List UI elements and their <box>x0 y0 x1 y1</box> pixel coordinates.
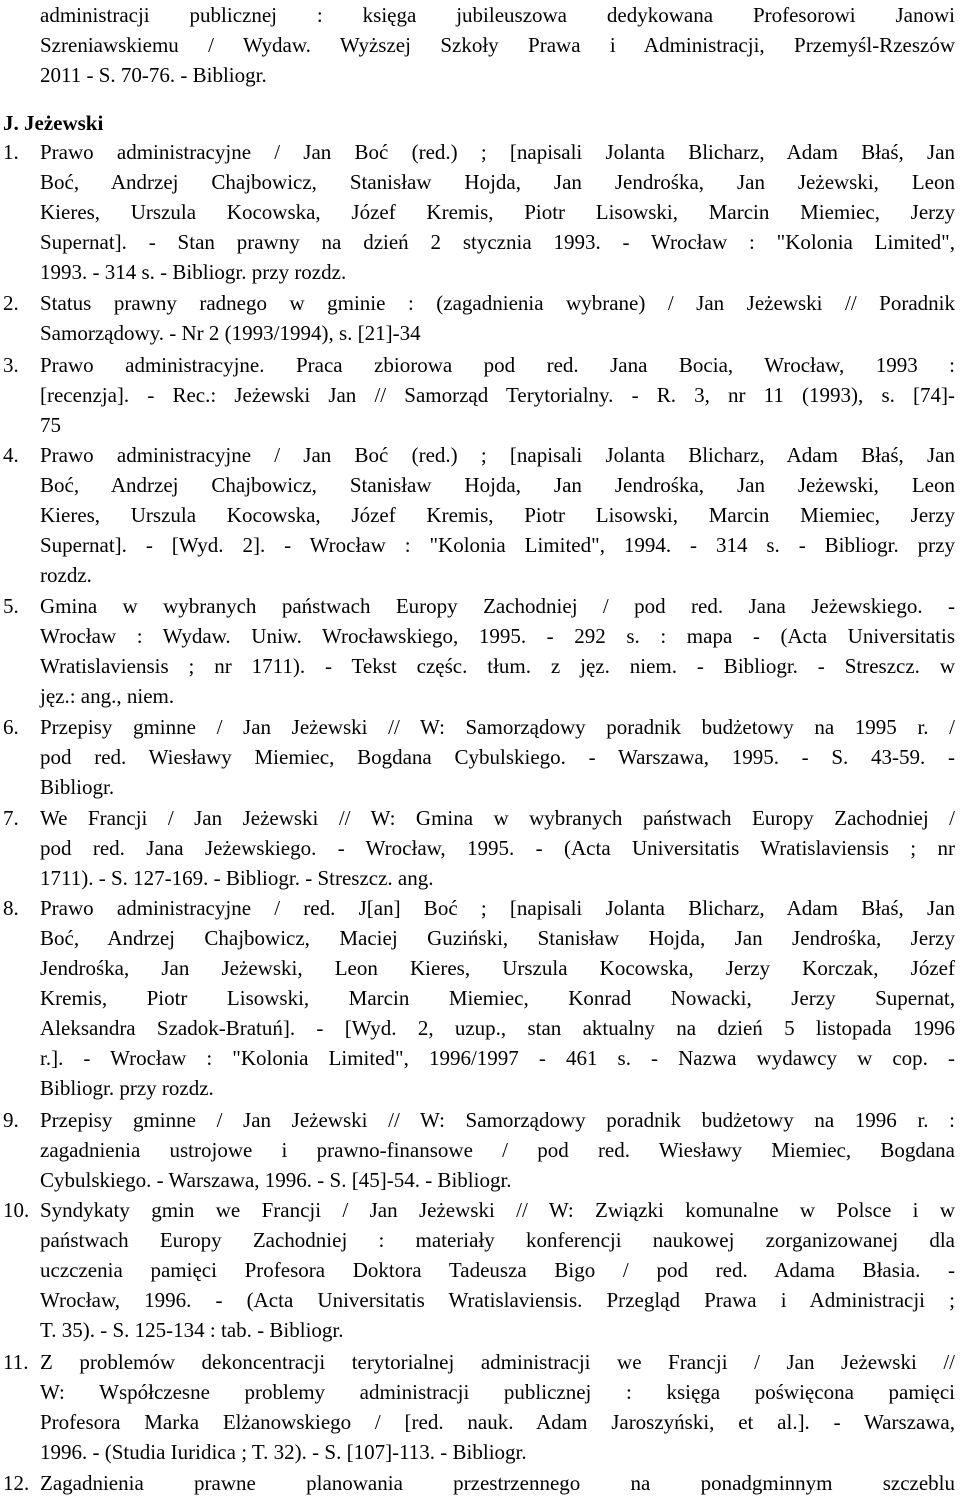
entry-line: Zagadnienia prawne planowania przestrzennego na ponadgminnym szczeblu <box>40 1471 955 1495</box>
entry-line: Kieres, Urszula Kocowska, Józef Kremis, Piotr Lisowski, Marcin Miemiec, Jerzy <box>40 503 955 527</box>
entry-line: T. 35). - S. 125-134 : tab. - Bibliogr. <box>40 1318 344 1342</box>
entry-line: Status prawny radnego w gminie : (zagadnienia wybrane) / Jan Jeżewski // Poradnik <box>40 291 955 315</box>
entry-line: Profesora Marka Elżanowskiego / [red. nauk. Adam Jaroszyński, et al.]. - Warszawa, <box>40 1410 955 1434</box>
entry-number: 2. <box>3 291 19 315</box>
entry-line: 1993. - 314 s. - Bibliogr. przy rozdz. <box>40 260 347 284</box>
entry-number: 10. <box>3 1198 30 1222</box>
intro-line: 2011 - S. 70-76. - Bibliogr. <box>40 63 267 87</box>
entry-line: Bibliogr. przy rozdz. <box>40 1076 214 1100</box>
entry-line: uczczenia pamięci Profesora Doktora Tadeusza Bigo / pod red. Adama Błasia. - <box>40 1258 955 1282</box>
entry-line: Boć, Andrzej Chajbowicz, Maciej Guziński, Stanisław Hojda, Jan Jendrośka, Jerzy <box>40 926 955 950</box>
entry-line: Przepisy gminne / Jan Jeżewski // W: Samorządowy poradnik budżetowy na 1995 r. / <box>40 715 955 739</box>
entry-number: 11. <box>3 1350 29 1374</box>
entry-line: Boć, Andrzej Chajbowicz, Stanisław Hojda, Jan Jendrośka, Jan Jeżewski, Leon <box>40 170 955 194</box>
entry-number: 6. <box>3 715 19 739</box>
entry-line: Wrocław : Wydaw. Uniw. Wrocławskiego, 1995. - 292 s. : mapa - (Acta Universitatis <box>40 624 955 648</box>
entry-line: Prawo administracyjne / red. J[an] Boć ; [napisali Jolanta Blicharz, Adam Błaś, Jan <box>40 896 955 920</box>
entry-line: rozdz. <box>40 563 92 587</box>
entry-line: Supernat]. - Stan prawny na dzień 2 stycznia 1993. - Wrocław : "Kolonia Limited", <box>40 230 955 254</box>
entry-number: 7. <box>3 806 19 830</box>
entry-line: [recenzja]. - Rec.: Jeżewski Jan // Samorząd Terytorialny. - R. 3, nr 11 (1993), s. [74]- <box>40 383 955 407</box>
entry-line: r.]. - Wrocław : "Kolonia Limited", 1996/1997 - 461 s. - Nazwa wydawcy w cop. - <box>40 1046 955 1070</box>
entry-line: W: Współczesne problemy administracji publicznej : księga poświęcona pamięci <box>40 1380 955 1404</box>
entry-line: 1996. - (Studia Iuridica ; T. 32). - S. [107]-113. - Bibliogr. <box>40 1440 527 1464</box>
entry-line: pod red. Wiesławy Miemiec, Bogdana Cybulskiego. - Warszawa, 1995. - S. 43-59. - <box>40 745 955 769</box>
entry-line: Z problemów dekoncentracji terytorialnej administracji we Francji / Jan Jeżewski // <box>40 1350 955 1374</box>
entry-line: Kremis, Piotr Lisowski, Marcin Miemiec, Konrad Nowacki, Jerzy Supernat, <box>40 986 955 1010</box>
entry-line: Samorządowy. - Nr 2 (1993/1994), s. [21]-34 <box>40 321 421 345</box>
intro-line: administracji publicznej : księga jubileuszowa dedykowana Profesorowi Janowi <box>40 3 955 27</box>
entry-line: 1711). - S. 127-169. - Bibliogr. - Streszcz. ang. <box>40 866 434 890</box>
entry-line: Prawo administracyjne. Praca zbiorowa pod red. Jana Bocia, Wrocław, 1993 : <box>40 353 955 377</box>
entry-line: państwach Europy Zachodniej : materiały konferencji naukowej zorganizowanej dla <box>40 1228 955 1252</box>
entry-line: pod red. Jana Jeżewskiego. - Wrocław, 1995. - (Acta Universitatis Wratislaviensis ; nr <box>40 836 955 860</box>
entry-line: Prawo administracyjne / Jan Boć (red.) ; [napisali Jolanta Blicharz, Adam Błaś, Jan <box>40 140 955 164</box>
entry-line: Prawo administracyjne / Jan Boć (red.) ; [napisali Jolanta Blicharz, Adam Błaś, Jan <box>40 443 955 467</box>
entry-number: 8. <box>3 896 19 920</box>
intro-line: Szreniawskiemu / Wydaw. Wyższej Szkoły Prawa i Administracji, Przemyśl-Rzeszów <box>40 33 955 57</box>
entry-line: Syndykaty gmin we Francji / Jan Jeżewski // W: Związki komunalne w Polsce i w <box>40 1198 955 1222</box>
entry-number: 3. <box>3 353 19 377</box>
entry-line: Gmina w wybranych państwach Europy Zachodniej / pod red. Jana Jeżewskiego. - <box>40 594 955 618</box>
entry-number: 4. <box>3 443 19 467</box>
entry-number: 1. <box>3 140 19 164</box>
entry-number: 9. <box>3 1108 19 1132</box>
entry-line: 75 <box>40 413 61 437</box>
entry-line: Wrocław, 1996. - (Acta Universitatis Wratislaviensis. Przegląd Prawa i Administracji ; <box>40 1288 955 1312</box>
entry-number: 12. <box>3 1471 30 1495</box>
entry-line: Jendrośka, Jan Jeżewski, Leon Kieres, Urszula Kocowska, Jerzy Korczak, Józef <box>40 956 955 980</box>
entry-line: Cybulskiego. - Warszawa, 1996. - S. [45]-54. - Bibliogr. <box>40 1168 512 1192</box>
entry-line: Przepisy gminne / Jan Jeżewski // W: Samorządowy poradnik budżetowy na 1996 r. : <box>40 1108 955 1132</box>
entry-line: Kieres, Urszula Kocowska, Józef Kremis, Piotr Lisowski, Marcin Miemiec, Jerzy <box>40 200 955 224</box>
author-heading: J. Jeżewski <box>3 111 104 135</box>
entry-number: 5. <box>3 594 19 618</box>
entry-line: Boć, Andrzej Chajbowicz, Stanisław Hojda, Jan Jendrośka, Jan Jeżewski, Leon <box>40 473 955 497</box>
entry-line: zagadnienia ustrojowe i prawno-finansowe / pod red. Wiesławy Miemiec, Bogdana <box>40 1138 955 1162</box>
entry-line: jęz.: ang., niem. <box>40 684 175 708</box>
entry-line: Bibliogr. <box>40 775 115 799</box>
entry-line: Wratislaviensis ; nr 1711). - Tekst częśc. tłum. z jęz. niem. - Bibliogr. - Streszcz. w <box>40 654 955 678</box>
entry-line: We Francji / Jan Jeżewski // W: Gmina w wybranych państwach Europy Zachodniej / <box>40 806 955 830</box>
entry-line: Aleksandra Szadok-Bratuń]. - [Wyd. 2, uzup., stan aktualny na dzień 5 listopada 1996 <box>40 1016 955 1040</box>
entry-line: Supernat]. - [Wyd. 2]. - Wrocław : "Kolonia Limited", 1994. - 314 s. - Bibliogr. przy <box>40 533 955 557</box>
